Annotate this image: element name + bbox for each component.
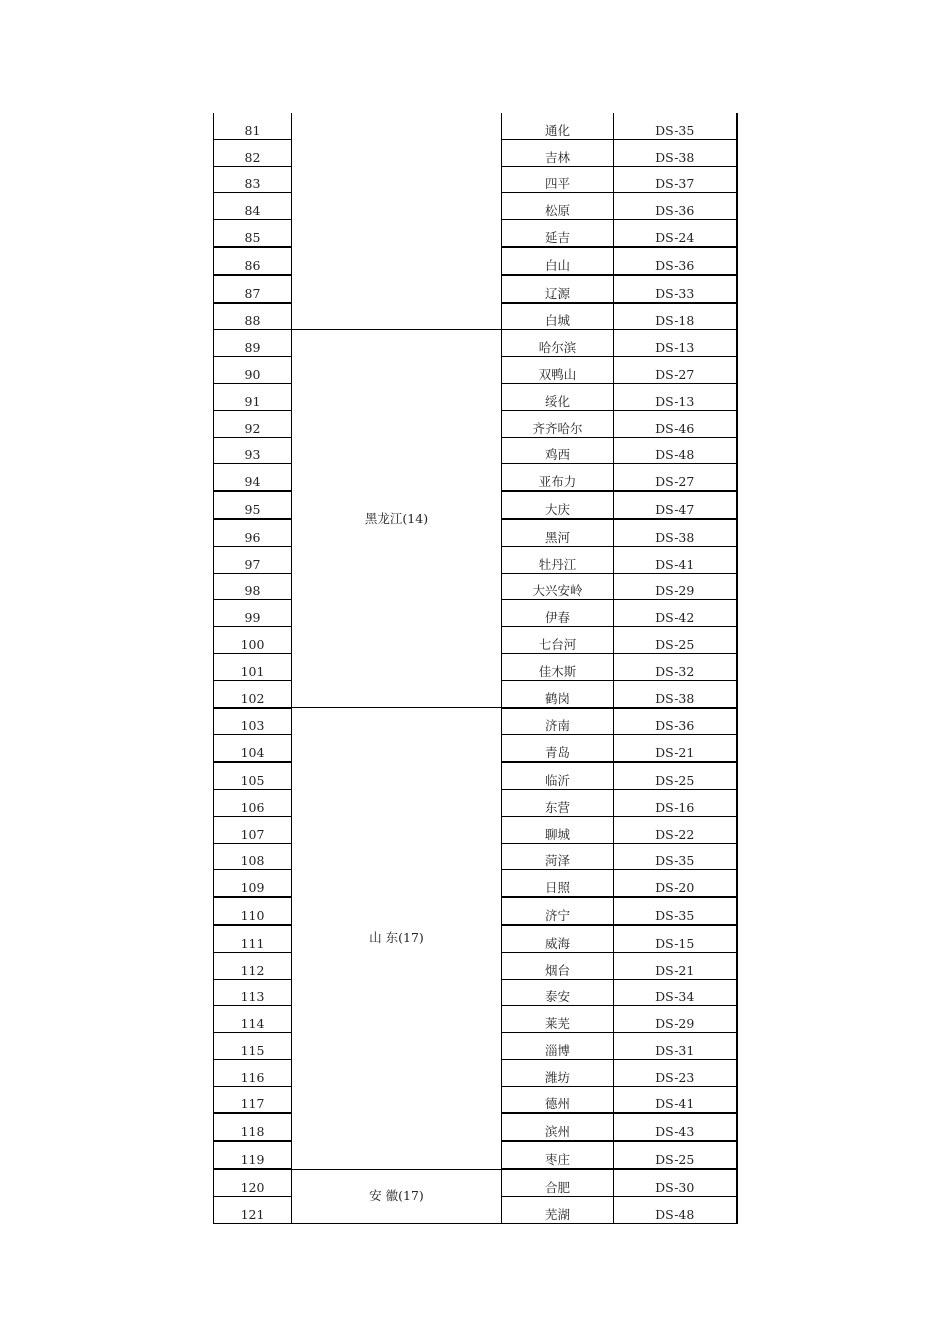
station-code: DS-33: [655, 285, 695, 301]
row-number: 111: [240, 935, 265, 951]
city-cell: [502, 383, 614, 410]
station-code: DS-35: [655, 907, 695, 923]
code-cell: [614, 600, 737, 627]
station-code: DS-48: [655, 1206, 695, 1222]
city-name: 济宁: [544, 907, 570, 923]
city-cell: [502, 600, 614, 627]
city-name: 德州: [544, 1096, 570, 1112]
row-number: 95: [244, 501, 261, 517]
station-code: DS-41: [655, 556, 695, 572]
city-name: 芜湖: [544, 1206, 570, 1222]
city-cell: [502, 1141, 614, 1169]
city-cell: [502, 897, 614, 925]
row-number-cell: [214, 1196, 292, 1223]
city-cell: [502, 762, 614, 789]
row-number-cell: [214, 113, 292, 139]
code-cell: [614, 680, 737, 707]
city-name: 聊城: [544, 826, 570, 842]
city-name: 菏泽: [544, 853, 570, 869]
row-number: 98: [244, 583, 261, 599]
station-code: DS-36: [655, 203, 695, 219]
station-code: DS-27: [655, 474, 695, 490]
row-number-cell: [214, 220, 292, 247]
station-code: DS-24: [655, 229, 695, 245]
station-code: DS-38: [655, 690, 695, 706]
spreadsheet-page: [213, 113, 739, 1224]
city-cell: [502, 464, 614, 491]
city-cell: [502, 275, 614, 303]
row-number: 88: [244, 313, 261, 329]
city-name: 威海: [544, 935, 570, 951]
code-cell: [614, 843, 737, 870]
province-cell: [292, 330, 502, 708]
station-code: DS-46: [655, 420, 695, 436]
row-number: 93: [244, 447, 261, 463]
row-number: 85: [244, 229, 261, 245]
city-name: 黑河: [544, 529, 570, 545]
city-name: 佳木斯: [538, 663, 577, 679]
row-number-cell: [214, 1059, 292, 1086]
city-name: 合肥: [544, 1179, 570, 1195]
table-row: [214, 330, 737, 357]
row-number: 94: [244, 474, 261, 490]
city-cell: [502, 303, 614, 330]
station-code: DS-29: [655, 1016, 695, 1032]
station-code: DS-30: [655, 1179, 695, 1195]
row-number: 97: [244, 556, 261, 572]
city-cell: [502, 113, 614, 139]
row-number-cell: [214, 383, 292, 410]
city-name: 辽源: [544, 285, 570, 301]
station-code: DS-21: [655, 962, 695, 978]
city-cell: [502, 220, 614, 247]
city-name: 白山: [544, 257, 570, 273]
code-cell: [614, 762, 737, 789]
row-number: 100: [240, 636, 265, 652]
row-number: 110: [240, 907, 265, 923]
code-cell: [614, 1141, 737, 1169]
station-code: DS-32: [655, 663, 695, 679]
city-name: 七台河: [538, 636, 577, 652]
row-number: 108: [240, 853, 265, 869]
station-code: DS-27: [655, 366, 695, 382]
row-number-cell: [214, 708, 292, 735]
city-name: 枣庄: [544, 1152, 570, 1168]
city-name: 亚布力: [538, 474, 577, 490]
row-number-cell: [214, 1169, 292, 1196]
city-cell: [502, 1086, 614, 1113]
table-row: [214, 113, 737, 139]
code-cell: [614, 491, 737, 519]
province-cell: [292, 708, 502, 1170]
city-name: 莱芜: [544, 1016, 570, 1032]
row-number: 113: [240, 989, 265, 1005]
city-cell: [502, 410, 614, 437]
city-cell: [502, 925, 614, 952]
row-number: 91: [244, 393, 261, 409]
code-cell: [614, 330, 737, 357]
city-name: 潍坊: [544, 1069, 570, 1085]
city-name: 齐齐哈尔: [532, 420, 583, 436]
city-cell: [502, 627, 614, 654]
city-name: 淄博: [544, 1042, 570, 1058]
city-name: 绥化: [544, 393, 570, 409]
row-number-cell: [214, 410, 292, 437]
code-cell: [614, 410, 737, 437]
city-name: 大庆: [544, 501, 570, 517]
code-cell: [614, 437, 737, 464]
code-cell: [614, 789, 737, 816]
row-number-cell: [214, 1086, 292, 1113]
code-cell: [614, 897, 737, 925]
station-code: DS-35: [655, 853, 695, 869]
city-cell: [502, 1169, 614, 1196]
code-cell: [614, 519, 737, 546]
city-cell: [502, 708, 614, 735]
station-code: DS-31: [655, 1042, 695, 1058]
table-body: [214, 113, 737, 1223]
city-name: 鹤岗: [544, 690, 570, 706]
row-number-cell: [214, 1141, 292, 1169]
code-cell: [614, 464, 737, 491]
code-cell: [614, 870, 737, 897]
city-name: 延吉: [544, 229, 570, 245]
city-cell: [502, 247, 614, 275]
city-name: 日照: [544, 880, 570, 896]
city-cell: [502, 546, 614, 573]
code-cell: [614, 303, 737, 330]
code-cell: [614, 1196, 737, 1223]
city-name: 烟台: [544, 962, 570, 978]
row-number-cell: [214, 193, 292, 220]
city-cell: [502, 816, 614, 843]
row-number-cell: [214, 600, 292, 627]
city-cell: [502, 843, 614, 870]
row-number: 103: [240, 718, 265, 734]
row-number-cell: [214, 627, 292, 654]
code-cell: [614, 1006, 737, 1033]
province-label: 黑龙江(14): [364, 510, 429, 526]
row-number: 107: [240, 826, 265, 842]
row-number-cell: [214, 843, 292, 870]
province-cell: [292, 1169, 502, 1223]
table-row: [214, 708, 737, 735]
row-number: 117: [240, 1096, 265, 1112]
table-right-border: [737, 113, 738, 1211]
station-code: DS-34: [655, 989, 695, 1005]
row-number: 120: [240, 1179, 265, 1195]
row-number-cell: [214, 573, 292, 600]
city-name: 牡丹江: [538, 556, 577, 572]
city-cell: [502, 979, 614, 1006]
row-number-cell: [214, 735, 292, 762]
code-cell: [614, 573, 737, 600]
station-code: DS-23: [655, 1069, 695, 1085]
city-cell: [502, 330, 614, 357]
code-cell: [614, 1113, 737, 1141]
code-cell: [614, 357, 737, 384]
row-number: 116: [240, 1069, 265, 1085]
station-code: DS-25: [655, 1152, 695, 1168]
station-code: DS-22: [655, 826, 695, 842]
row-number: 115: [240, 1042, 265, 1058]
row-number: 87: [244, 285, 261, 301]
code-cell: [614, 1086, 737, 1113]
row-number: 114: [240, 1016, 265, 1032]
code-cell: [614, 653, 737, 680]
code-cell: [614, 735, 737, 762]
station-code: DS-43: [655, 1124, 695, 1140]
city-cell: [502, 1006, 614, 1033]
row-number: 102: [240, 690, 265, 706]
row-number: 82: [244, 149, 261, 165]
city-cell: [502, 357, 614, 384]
row-number-cell: [214, 952, 292, 979]
table-row: [214, 1169, 737, 1196]
station-code: DS-35: [655, 122, 695, 138]
code-cell: [614, 139, 737, 166]
code-cell: [614, 275, 737, 303]
row-number-cell: [214, 870, 292, 897]
row-number-cell: [214, 519, 292, 546]
row-number: 105: [240, 772, 265, 788]
station-code: DS-38: [655, 149, 695, 165]
station-code: DS-38: [655, 529, 695, 545]
code-cell: [614, 708, 737, 735]
row-number: 119: [240, 1152, 265, 1168]
row-number: 112: [240, 962, 265, 978]
city-cell: [502, 789, 614, 816]
city-cell: [502, 1059, 614, 1086]
station-code: DS-25: [655, 772, 695, 788]
city-cell: [502, 166, 614, 193]
row-number-cell: [214, 303, 292, 330]
code-cell: [614, 383, 737, 410]
city-cell: [502, 735, 614, 762]
code-cell: [614, 220, 737, 247]
city-cell: [502, 139, 614, 166]
row-number-cell: [214, 546, 292, 573]
station-code: DS-47: [655, 501, 695, 517]
station-code: DS-48: [655, 447, 695, 463]
code-cell: [614, 1033, 737, 1060]
station-code: DS-15: [655, 935, 695, 951]
row-number-cell: [214, 816, 292, 843]
city-cell: [502, 519, 614, 546]
city-name: 哈尔滨: [538, 340, 577, 356]
station-code: DS-13: [655, 340, 695, 356]
province-label: 山 东(17): [369, 930, 424, 946]
row-number: 104: [240, 745, 265, 761]
row-number-cell: [214, 1006, 292, 1033]
code-cell: [614, 925, 737, 952]
row-number-cell: [214, 166, 292, 193]
row-number-cell: [214, 357, 292, 384]
city-name: 松原: [544, 203, 570, 219]
station-code: DS-20: [655, 880, 695, 896]
code-cell: [614, 816, 737, 843]
row-number: 101: [240, 663, 265, 679]
city-cell: [502, 437, 614, 464]
station-code: DS-37: [655, 176, 695, 192]
city-cell: [502, 573, 614, 600]
station-code: DS-18: [655, 313, 695, 329]
station-code: DS-13: [655, 393, 695, 409]
city-cell: [502, 1033, 614, 1060]
city-name: 泰安: [544, 989, 570, 1005]
row-number: 84: [244, 203, 261, 219]
row-number: 86: [244, 257, 261, 273]
city-cell: [502, 653, 614, 680]
city-cell: [502, 870, 614, 897]
row-number: 121: [240, 1206, 265, 1222]
city-cell: [502, 680, 614, 707]
row-number: 83: [244, 176, 261, 192]
row-number-cell: [214, 330, 292, 357]
city-cell: [502, 193, 614, 220]
city-cell: [502, 1196, 614, 1223]
row-number: 106: [240, 799, 265, 815]
city-name: 鸡西: [544, 447, 570, 463]
city-code-table: [213, 113, 738, 1224]
row-number: 81: [244, 122, 261, 138]
city-name: 四平: [544, 176, 570, 192]
code-cell: [614, 979, 737, 1006]
row-number-cell: [214, 789, 292, 816]
city-name: 临沂: [544, 772, 570, 788]
row-number-cell: [214, 762, 292, 789]
province-label: 安 徽(17): [369, 1188, 424, 1204]
station-code: DS-42: [655, 610, 695, 626]
row-number: 92: [244, 420, 261, 436]
city-name: 白城: [544, 313, 570, 329]
row-number-cell: [214, 437, 292, 464]
row-number: 109: [240, 880, 265, 896]
row-number-cell: [214, 139, 292, 166]
city-cell: [502, 952, 614, 979]
row-number-cell: [214, 925, 292, 952]
row-number: 99: [244, 610, 261, 626]
city-cell: [502, 491, 614, 519]
city-name: 吉林: [544, 149, 570, 165]
city-name: 东营: [544, 799, 570, 815]
code-cell: [614, 546, 737, 573]
code-cell: [614, 952, 737, 979]
city-name: 青岛: [544, 745, 570, 761]
code-cell: [614, 113, 737, 139]
station-code: DS-41: [655, 1096, 695, 1112]
code-cell: [614, 1169, 737, 1196]
code-cell: [614, 627, 737, 654]
city-name: 滨州: [544, 1124, 570, 1140]
row-number-cell: [214, 464, 292, 491]
row-number-cell: [214, 680, 292, 707]
code-cell: [614, 166, 737, 193]
code-cell: [614, 1059, 737, 1086]
province-cell: [292, 113, 502, 330]
city-name: 伊春: [544, 610, 570, 626]
city-cell: [502, 1113, 614, 1141]
city-name: 大兴安岭: [532, 583, 583, 599]
station-code: DS-29: [655, 583, 695, 599]
city-name: 济南: [544, 718, 570, 734]
city-name: 双鸭山: [538, 366, 577, 382]
row-number-cell: [214, 1113, 292, 1141]
row-number-cell: [214, 897, 292, 925]
row-number-cell: [214, 491, 292, 519]
station-code: DS-36: [655, 257, 695, 273]
row-number-cell: [214, 979, 292, 1006]
station-code: DS-16: [655, 799, 695, 815]
city-name: 通化: [544, 122, 570, 138]
row-number-cell: [214, 653, 292, 680]
row-number: 89: [244, 340, 261, 356]
station-code: DS-36: [655, 718, 695, 734]
row-number-cell: [214, 1033, 292, 1060]
code-cell: [614, 193, 737, 220]
row-number: 90: [244, 366, 261, 382]
station-code: DS-25: [655, 636, 695, 652]
row-number: 118: [240, 1124, 265, 1140]
row-number-cell: [214, 247, 292, 275]
row-number-cell: [214, 275, 292, 303]
row-number: 96: [244, 529, 261, 545]
code-cell: [614, 247, 737, 275]
station-code: DS-21: [655, 745, 695, 761]
